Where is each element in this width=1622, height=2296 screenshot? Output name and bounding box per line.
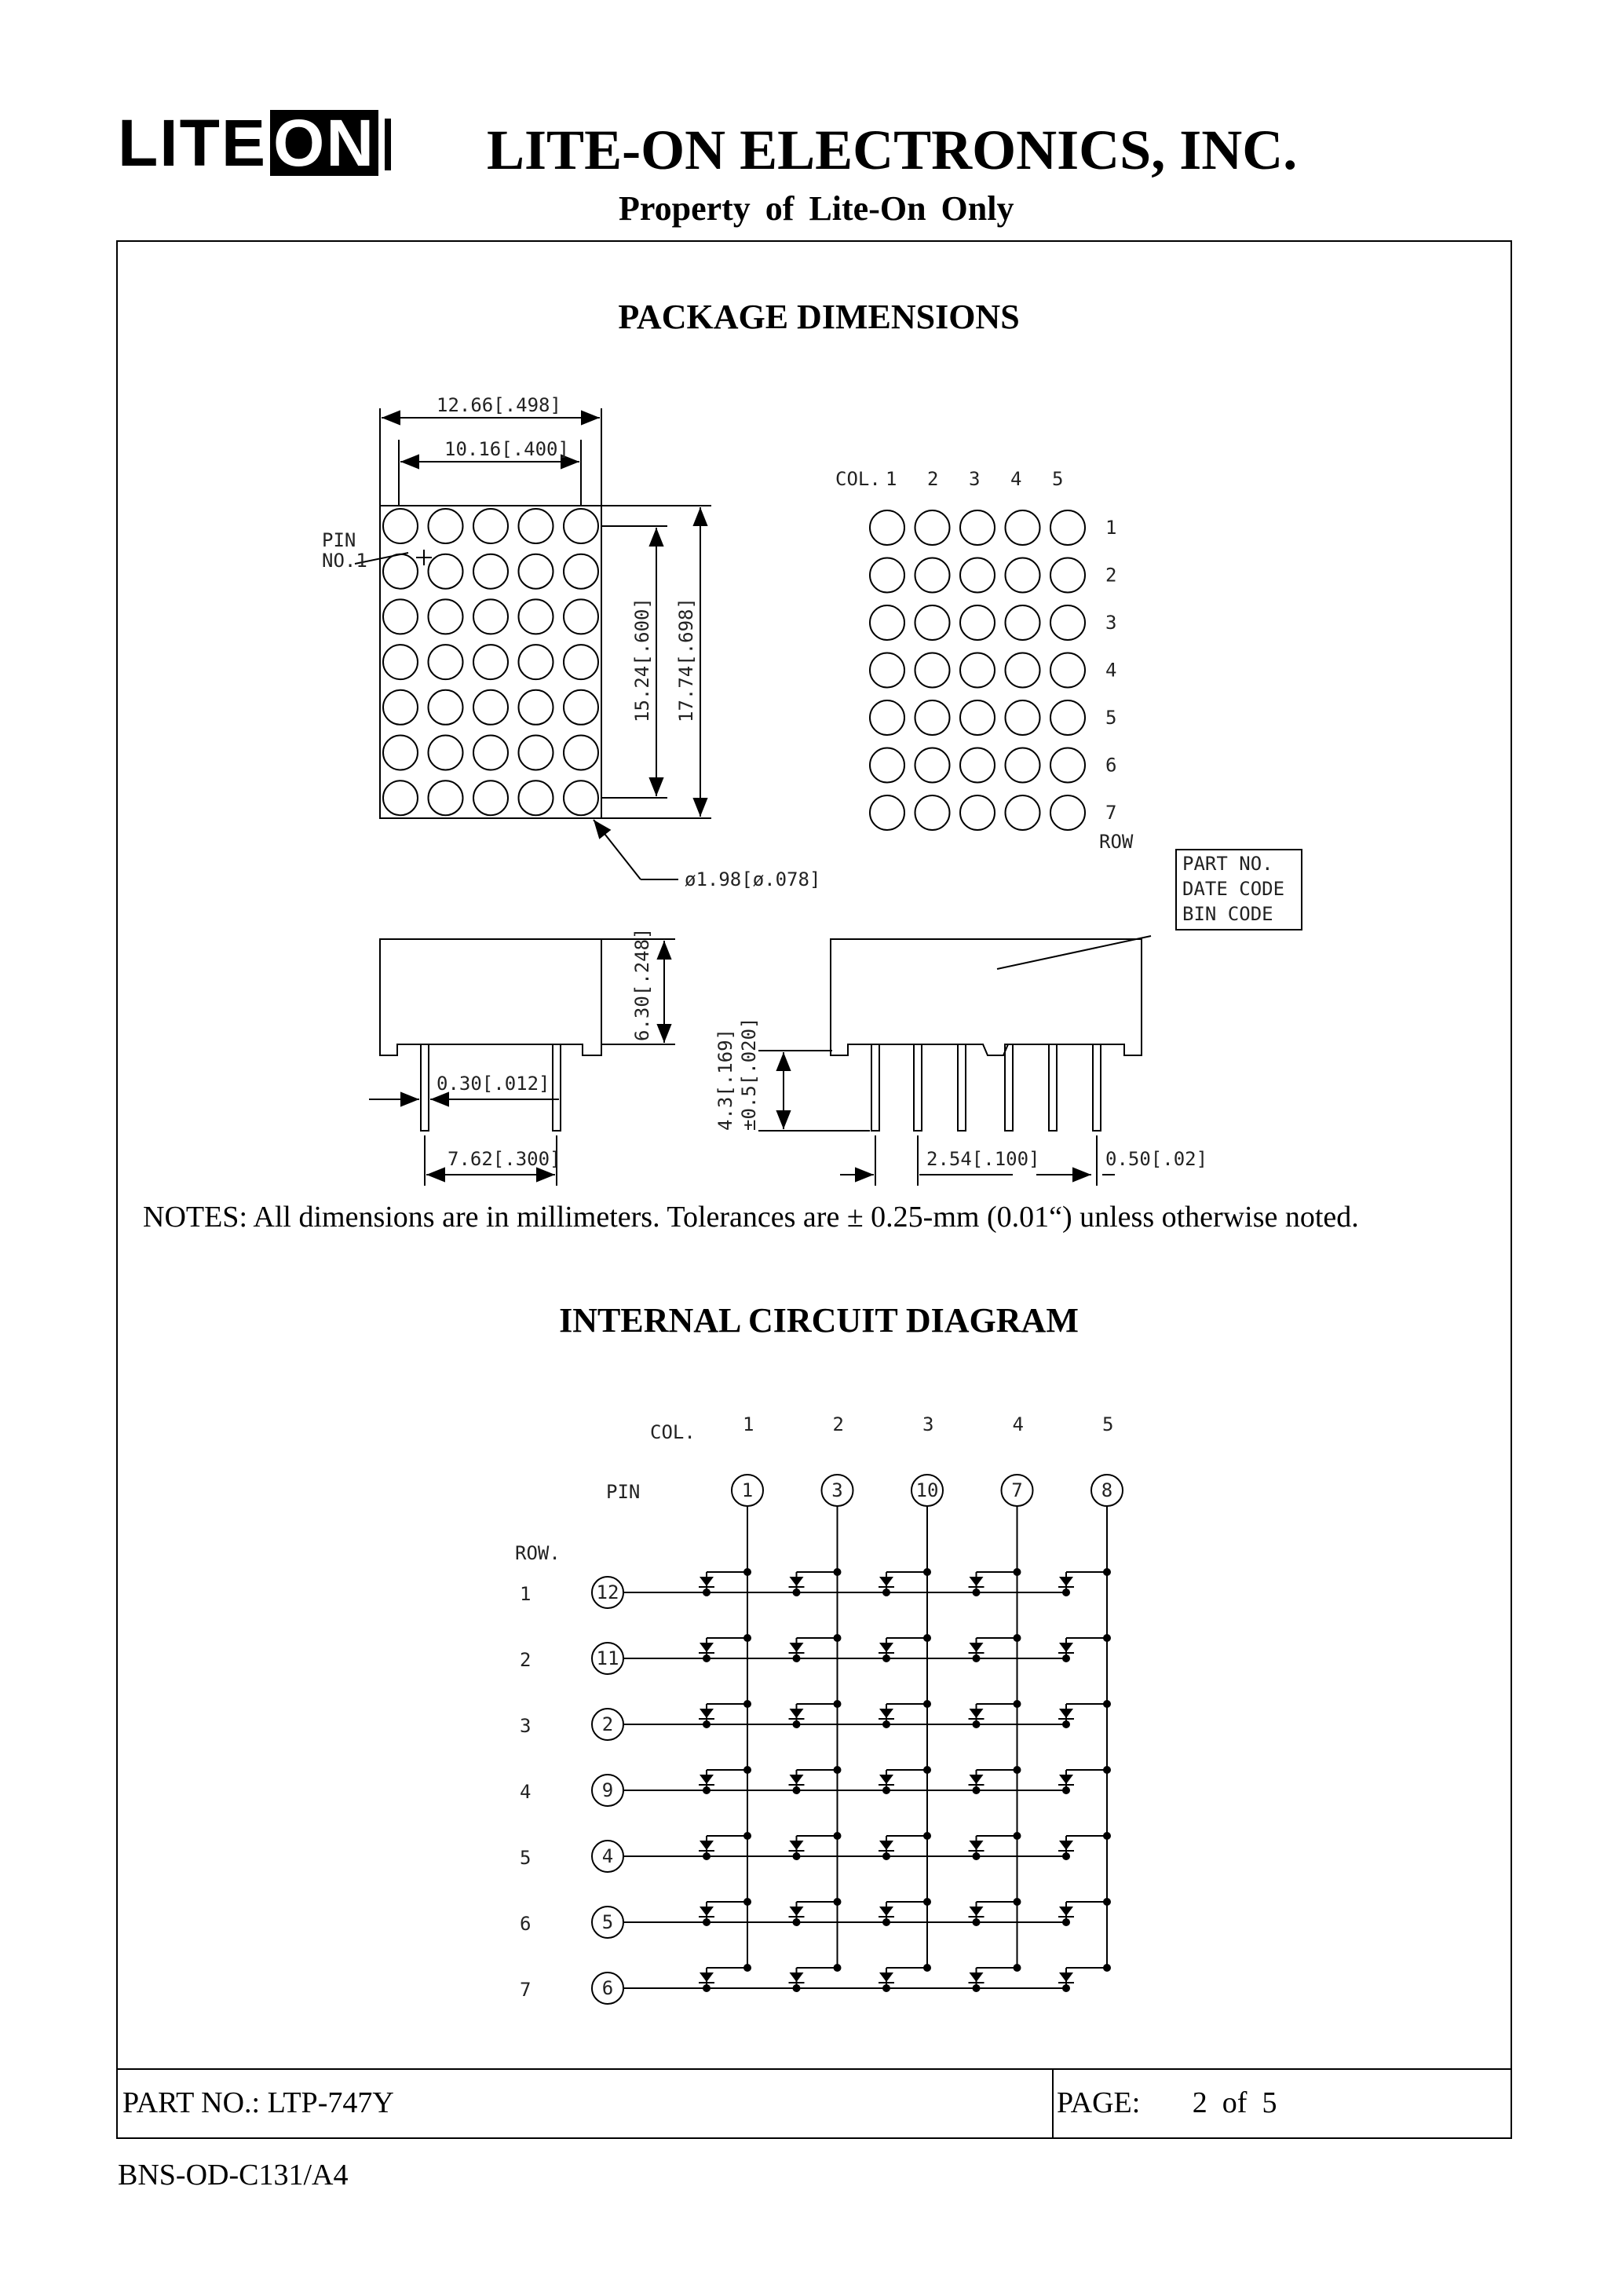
junction-dot — [924, 1833, 930, 1839]
col-pin-number: 7 — [1011, 1479, 1023, 1501]
led-diode — [1059, 1775, 1073, 1784]
rear-view — [870, 510, 1302, 969]
junction-dot — [835, 1635, 841, 1641]
rear-led-dot — [870, 748, 904, 783]
circuit-column-pins — [732, 1413, 1123, 1506]
junction-dot — [1104, 1767, 1110, 1773]
rear-row-number: 7 — [1105, 802, 1117, 824]
led-diode — [879, 1709, 893, 1718]
front-led-dot — [383, 781, 418, 815]
dim-pin-pitch: 2.54[.100] — [926, 1148, 1040, 1170]
col-pin-number: 8 — [1101, 1479, 1113, 1501]
rear-led-dot — [1050, 605, 1085, 640]
front-led-dot — [383, 554, 418, 589]
rear-led-dot — [960, 605, 995, 640]
junction-dot — [883, 1721, 890, 1727]
front-led-dot — [564, 599, 598, 634]
front-led-dot — [429, 690, 463, 725]
junction-dot — [744, 1899, 751, 1905]
col-pin-number: 10 — [915, 1479, 939, 1501]
junction-dot — [1014, 1569, 1021, 1575]
junction-dot — [974, 1655, 980, 1662]
junction-dot — [1063, 1985, 1069, 1991]
led-diode — [970, 1643, 984, 1652]
front-led-dot — [383, 690, 418, 725]
front-led-dot — [473, 599, 508, 634]
front-led-dot — [473, 781, 508, 815]
circuit-diagram — [515, 1413, 1123, 2004]
rear-led-dot — [870, 558, 904, 593]
junction-dot — [703, 1853, 710, 1859]
junction-dot — [883, 1919, 890, 1925]
junction-dot — [794, 1919, 800, 1925]
junction-dot — [924, 1899, 930, 1905]
page-number: PAGE: 2 of 5 — [1057, 2086, 1277, 2119]
rear-row-number: 1 — [1105, 517, 1117, 539]
led-diode — [1059, 1643, 1073, 1652]
rear-led-dot — [960, 700, 995, 735]
rear-led-dot — [960, 748, 995, 783]
circuit-pin-label: PIN — [606, 1481, 641, 1503]
led-diode — [970, 1577, 984, 1586]
dimension-notes: NOTES: All dimensions are in millimeters. Tolerances are ± 0.25-mm (0.01“) unless otherwise noted. — [143, 1201, 1359, 1234]
junction-dot — [703, 1985, 710, 1991]
led-diode — [700, 1841, 714, 1850]
junction-dot — [883, 1853, 890, 1859]
rear-led-dot — [870, 653, 904, 688]
junction-dot — [1104, 1833, 1110, 1839]
front-led-dot — [473, 736, 508, 770]
junction-dot — [1063, 1655, 1069, 1662]
rear-col-numbers — [886, 468, 1063, 490]
circuit-col-label: COL. — [650, 1421, 696, 1443]
rear-row-number: 5 — [1105, 707, 1117, 729]
document-number: BNS-OD-C131/A4 — [118, 2159, 349, 2192]
front-led-dot — [429, 554, 463, 589]
junction-dot — [974, 1589, 980, 1596]
junction-dot — [924, 1701, 930, 1707]
circuit-col-number: 3 — [922, 1413, 934, 1435]
logo-text-on: ON — [270, 110, 378, 176]
pin1-label-b: NO.1 — [322, 550, 367, 572]
circuit-col-number: 4 — [1012, 1413, 1024, 1435]
junction-dot — [744, 1965, 751, 1971]
part-number: PART NO.: LTP-747Y — [122, 2086, 394, 2119]
circuit-row-number: 6 — [520, 1913, 532, 1935]
junction-dot — [883, 1655, 890, 1662]
junction-dot — [1063, 1919, 1069, 1925]
front-dot-matrix — [383, 509, 598, 815]
rear-led-dot — [1050, 748, 1085, 783]
led-diode — [879, 1577, 893, 1586]
rear-col-number: 1 — [886, 468, 897, 490]
rear-col-number: 4 — [1010, 468, 1022, 490]
dim-depth: 6.30[.248] — [631, 927, 653, 1041]
property-notice: Property of Lite-On Only — [619, 189, 1014, 228]
rear-row-number: 6 — [1105, 754, 1117, 777]
circuit-row-label: ROW. — [515, 1542, 561, 1564]
footer-divider — [116, 2068, 1512, 2070]
circuit-row-number: 5 — [520, 1847, 532, 1869]
led-diode — [879, 1775, 893, 1784]
rear-led-dot — [1006, 558, 1040, 593]
front-led-dot — [429, 645, 463, 679]
marking-bin-code: BIN CODE — [1182, 903, 1273, 925]
junction-dot — [744, 1833, 751, 1839]
led-diode — [700, 1907, 714, 1916]
led-diode — [790, 1577, 804, 1586]
marking-date-code: DATE CODE — [1182, 878, 1285, 900]
circuit-wires — [623, 1506, 1110, 1991]
rear-led-dot — [960, 795, 995, 830]
led-diode — [970, 1709, 984, 1718]
junction-dot — [744, 1635, 751, 1641]
rear-led-dot — [1050, 558, 1085, 593]
front-led-dot — [519, 509, 553, 543]
led-diode — [879, 1907, 893, 1916]
junction-dot — [924, 1635, 930, 1641]
rear-row-label: ROW — [1099, 831, 1134, 853]
led-diode — [1059, 1972, 1073, 1982]
junction-dot — [835, 1899, 841, 1905]
junction-dot — [794, 1721, 800, 1727]
circuit-row-number: 7 — [520, 1979, 532, 2001]
front-led-dot — [519, 736, 553, 770]
rear-led-dot — [960, 510, 995, 545]
junction-dot — [703, 1655, 710, 1662]
rear-row-number: 4 — [1105, 659, 1117, 682]
rear-led-dot — [1006, 700, 1040, 735]
row-pin-number: 9 — [601, 1779, 614, 1801]
marking-part-no: PART NO. — [1182, 853, 1273, 875]
circuit-col-number: 2 — [832, 1413, 844, 1435]
led-diode — [790, 1643, 804, 1652]
led-diode — [790, 1841, 804, 1850]
led-diode — [700, 1775, 714, 1784]
junction-dot — [1063, 1721, 1069, 1727]
junction-dot — [703, 1919, 710, 1925]
rear-led-dot — [870, 700, 904, 735]
rear-led-dot — [1050, 653, 1085, 688]
junction-dot — [703, 1589, 710, 1596]
junction-dot — [1104, 1635, 1110, 1641]
rear-led-dot — [915, 558, 950, 593]
rear-led-dot — [960, 558, 995, 593]
junction-dot — [835, 1965, 841, 1971]
led-diode — [700, 1577, 714, 1586]
junction-dot — [744, 1569, 751, 1575]
front-led-dot — [519, 781, 553, 815]
rear-dot-matrix — [870, 510, 1085, 830]
junction-dot — [744, 1767, 751, 1773]
junction-dot — [924, 1569, 930, 1575]
dim-row-pitch: 7.62[.300] — [448, 1148, 561, 1170]
dim-pin-thick: 0.50[.02] — [1105, 1148, 1208, 1170]
junction-dot — [974, 1787, 980, 1793]
row-pin-number: 6 — [601, 1977, 614, 1999]
junction-dot — [835, 1701, 841, 1707]
rear-led-dot — [915, 653, 950, 688]
led-diode — [790, 1972, 804, 1982]
front-led-dot — [383, 509, 418, 543]
row-pin-number: 12 — [596, 1581, 619, 1603]
front-led-dot — [473, 645, 508, 679]
front-led-dot — [473, 554, 508, 589]
row-pin-number: 5 — [601, 1911, 614, 1933]
junction-dot — [1014, 1701, 1021, 1707]
junction-dot — [835, 1833, 841, 1839]
front-led-dot — [519, 599, 553, 634]
front-led-dot — [519, 554, 553, 589]
company-name: LITE-ON ELECTRONICS, INC. — [487, 119, 1298, 181]
footer-column-divider — [1052, 2068, 1054, 2139]
front-led-dot — [564, 509, 598, 543]
junction-dot — [794, 1787, 800, 1793]
front-led-dot — [564, 554, 598, 589]
junction-dot — [1063, 1853, 1069, 1859]
rear-led-dot — [915, 748, 950, 783]
rear-led-dot — [915, 795, 950, 830]
front-led-dot — [429, 599, 463, 634]
led-diode — [970, 1775, 984, 1784]
rear-col-label: COL. — [835, 468, 881, 490]
junction-dot — [1063, 1589, 1069, 1596]
col-pin-number: 1 — [741, 1479, 754, 1501]
dimension-labels — [322, 394, 1284, 1170]
junction-dot — [1104, 1701, 1110, 1707]
dim-width-inner: 10.16[.400] — [444, 438, 569, 460]
rear-led-dot — [960, 653, 995, 688]
rear-led-dot — [1006, 605, 1040, 640]
logo-text-lite: LITE — [118, 106, 267, 180]
front-led-dot — [519, 645, 553, 679]
dim-pin-len-b: ±0.5[.020] — [738, 1017, 760, 1131]
led-diode — [879, 1972, 893, 1982]
junction-dot — [1104, 1569, 1110, 1575]
front-led-dot — [519, 690, 553, 725]
front-led-dot — [429, 736, 463, 770]
front-led-dot — [564, 645, 598, 679]
front-view — [355, 408, 711, 879]
junction-dot — [974, 1919, 980, 1925]
led-diode — [700, 1709, 714, 1718]
junction-dot — [794, 1985, 800, 1991]
package-dimensions-title: PACKAGE DIMENSIONS — [618, 298, 1020, 336]
front-led-dot — [564, 690, 598, 725]
led-diode — [790, 1709, 804, 1718]
front-led-dot — [473, 509, 508, 543]
junction-dot — [1014, 1635, 1021, 1641]
dim-pin-width: 0.30[.012] — [437, 1073, 550, 1095]
row-pin-number: 4 — [601, 1845, 614, 1867]
junction-dot — [883, 1589, 890, 1596]
led-diode — [790, 1907, 804, 1916]
circuit-col-number: 1 — [743, 1413, 754, 1435]
rear-row-number: 3 — [1105, 612, 1117, 634]
junction-dot — [1014, 1899, 1021, 1905]
col-pin-number: 3 — [831, 1479, 843, 1501]
dim-height-outer: 17.74[.698] — [675, 598, 697, 722]
rear-row-number: 2 — [1105, 564, 1117, 587]
led-diode — [970, 1907, 984, 1916]
front-led-dot — [564, 781, 598, 815]
junction-dot — [794, 1589, 800, 1596]
dim-height-inner: 15.24[.600] — [631, 598, 653, 722]
rear-led-dot — [870, 795, 904, 830]
front-led-dot — [383, 736, 418, 770]
led-diode — [970, 1972, 984, 1982]
circuit-row-number: 3 — [520, 1715, 532, 1737]
dim-pin-len-a: 4.3[.169] — [714, 1028, 736, 1131]
rear-led-dot — [1006, 653, 1040, 688]
junction-dot — [883, 1787, 890, 1793]
rear-led-dot — [915, 700, 950, 735]
led-diode — [970, 1841, 984, 1850]
rear-led-dot — [870, 605, 904, 640]
rear-led-dot — [1050, 510, 1085, 545]
led-diode — [879, 1643, 893, 1652]
junction-dot — [835, 1767, 841, 1773]
rear-row-numbers — [1105, 517, 1116, 824]
junction-dot — [924, 1965, 930, 1971]
junction-dot — [924, 1767, 930, 1773]
front-led-dot — [429, 781, 463, 815]
row-pin-number: 11 — [596, 1647, 619, 1669]
led-diode — [700, 1643, 714, 1652]
rear-led-dot — [915, 510, 950, 545]
front-led-dot — [383, 599, 418, 634]
rear-col-number: 5 — [1052, 468, 1064, 490]
led-diode — [1059, 1577, 1073, 1586]
junction-dot — [835, 1569, 841, 1575]
dim-dot-dia: ø1.98[ø.078] — [685, 868, 821, 890]
led-diode — [700, 1972, 714, 1982]
rear-col-number: 3 — [969, 468, 981, 490]
rear-col-number: 2 — [927, 468, 939, 490]
led-diode — [790, 1775, 804, 1784]
circuit-row-number: 4 — [520, 1781, 532, 1803]
rear-led-dot — [1050, 700, 1085, 735]
dim-width-outer: 12.66[.498] — [437, 394, 561, 416]
junction-dot — [1104, 1965, 1110, 1971]
front-led-dot — [564, 736, 598, 770]
junction-dot — [1104, 1899, 1110, 1905]
led-diode — [1059, 1841, 1073, 1850]
junction-dot — [703, 1787, 710, 1793]
junction-dot — [974, 1721, 980, 1727]
led-diode — [1059, 1907, 1073, 1916]
front-led-dot — [383, 645, 418, 679]
junction-dot — [1014, 1833, 1021, 1839]
junction-dot — [883, 1985, 890, 1991]
circuit-row-pins — [520, 1577, 623, 2004]
junction-dot — [703, 1721, 710, 1727]
rear-led-dot — [870, 510, 904, 545]
rear-led-dot — [1006, 748, 1040, 783]
led-diode — [879, 1841, 893, 1850]
rear-led-dot — [1006, 510, 1040, 545]
led-diode — [1059, 1709, 1073, 1718]
rear-led-dot — [1050, 795, 1085, 830]
circuit-col-number: 5 — [1102, 1413, 1114, 1435]
junction-dot — [794, 1655, 800, 1662]
junction-dot — [744, 1701, 751, 1707]
junction-dot — [1063, 1787, 1069, 1793]
front-led-dot — [473, 690, 508, 725]
row-pin-number: 2 — [601, 1713, 614, 1735]
rear-led-dot — [1006, 795, 1040, 830]
circuit-diagram-title: INTERNAL CIRCUIT DIAGRAM — [559, 1301, 1079, 1340]
pin1-label-a: PIN — [322, 529, 356, 551]
junction-dot — [1014, 1767, 1021, 1773]
junction-dot — [794, 1853, 800, 1859]
circuit-row-number: 1 — [520, 1583, 532, 1605]
junction-dot — [1014, 1965, 1021, 1971]
rear-led-dot — [915, 605, 950, 640]
junction-dot — [974, 1853, 980, 1859]
front-led-dot — [429, 509, 463, 543]
junction-dot — [974, 1985, 980, 1991]
circuit-row-number: 2 — [520, 1649, 532, 1671]
